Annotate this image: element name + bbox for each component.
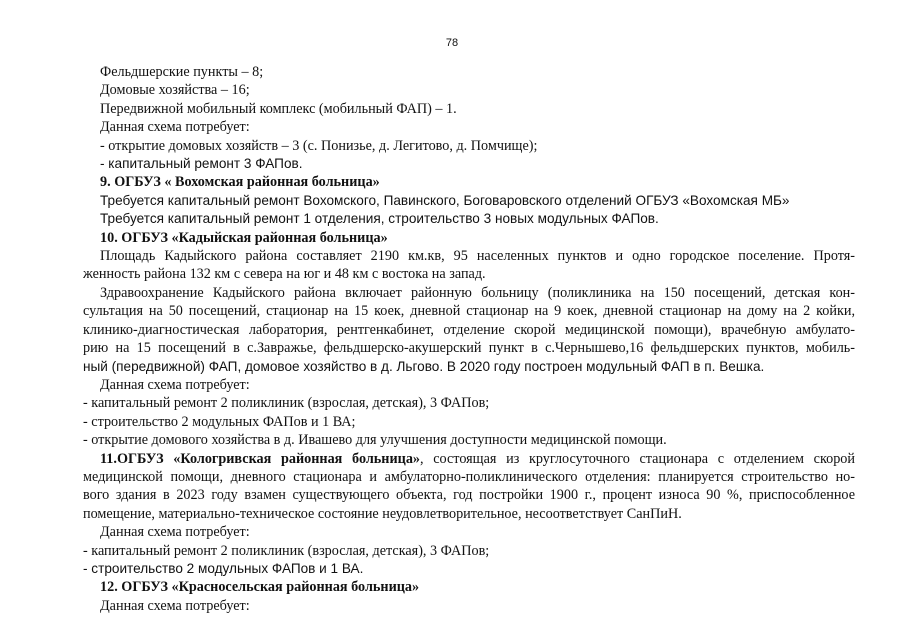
text-line: Данная схема потребует: <box>100 597 250 614</box>
text-line: Данная схема потребует: <box>100 376 250 393</box>
list-item: - открытие домовых хозяйств – 3 (с. Понизье, д. Легитово, д. Помчище); <box>100 137 538 154</box>
text-line: Требуется капитальный ремонт 1 отделения, строительство 3 новых модульных ФАПов. <box>100 211 659 227</box>
section-heading: 10. ОГБУЗ «Кадыйская районная больница» <box>100 229 388 246</box>
paragraph-line: вого здания в 2023 году взамен существующего объекта, год постройки 1900 г., процент износа 90 %, приспособленное <box>83 487 855 504</box>
paragraph-line: рию на 15 посещений в с.Завражье, фельдшерско-акушерский пункт в с.Чернышево,16 фельдшерских пунктов, мобиль- <box>83 340 855 357</box>
text-line: Данная схема потребует: <box>100 119 250 136</box>
section-heading: 12. ОГБУЗ «Красносельская районная больница» <box>100 579 420 596</box>
document-body <box>83 63 855 615</box>
text-line: Фельдшерские пункты – 8; <box>100 64 264 80</box>
paragraph-continuation: , состоящая из круглосуточного стационара с отделением скорой <box>420 450 855 467</box>
text-line: Требуется капитальный ремонт Вохомского, Павинского, Боговаровского отделений ОГБУЗ «Вохомская МБ» <box>100 192 790 208</box>
paragraph-line: женность района 132 км с севера на юг и 48 км с востока на запад. <box>83 266 486 283</box>
list-item: - строительство 2 модульных ФАПов и 1 ВА; <box>83 413 356 430</box>
text-line: Передвижной мобильный комплекс (мобильный ФАП) – 1. <box>100 100 457 117</box>
section-heading: 9. ОГБУЗ « Вохомская районная больница» <box>100 174 380 191</box>
text-line: Домовые хозяйства – 16; <box>100 82 250 99</box>
list-item: - капитальный ремонт 2 поликлиник (взрослая, детская), 3 ФАПов; <box>83 395 490 412</box>
paragraph-line: Здравоохранение Кадыйского района включает районную больницу (поликлиника на 150 посещений, детская кон- <box>100 284 855 301</box>
paragraph-line <box>83 450 855 468</box>
paragraph-line: сультация на 50 посещений, стационар на 15 коек, дневной стационар на 9 коек, дневной стационар на дому на 2 койки, <box>83 303 855 320</box>
text-line: Данная схема потребует: <box>100 524 250 541</box>
page-number: 78 <box>445 37 459 49</box>
section-heading-inline: 11.ОГБУЗ «Кологривская районная больница» <box>100 450 421 467</box>
paragraph-line: клинико-диагностическая лаборатория, рентгенкабинет, отделение скорой медицинской помощи), врачебную амбулато- <box>83 321 855 338</box>
paragraph-line: медицинской помощи, дневного стационара и амбулаторно-поликлинического отделения: планируется строительство но- <box>83 468 855 485</box>
paragraph-line: помещение, материально-техническое состояние неудовлетворительное, несоответствует СанПиН. <box>83 505 682 522</box>
list-item: - капитальный ремонт 3 ФАПов. <box>100 156 303 172</box>
list-item: - капитальный ремонт 2 поликлиник (взрослая, детская), 3 ФАПов; <box>83 542 490 559</box>
paragraph-line: ный (передвижной) ФАП, домовое хозяйство в д. Льгово. В 2020 году построен модульный ФАП в п. Вешка. <box>83 358 765 374</box>
list-item: - строительство 2 модульных ФАПов и 1 ВА. <box>83 560 364 576</box>
list-item: - открытие домового хозяйства в д. Ивашево для улучшения доступности медицинской помощи. <box>83 432 667 449</box>
paragraph-line: Площадь Кадыйского района составляет 2190 км.кв, 95 населенных пунктов и одно городское поселение. Протя- <box>100 248 855 265</box>
